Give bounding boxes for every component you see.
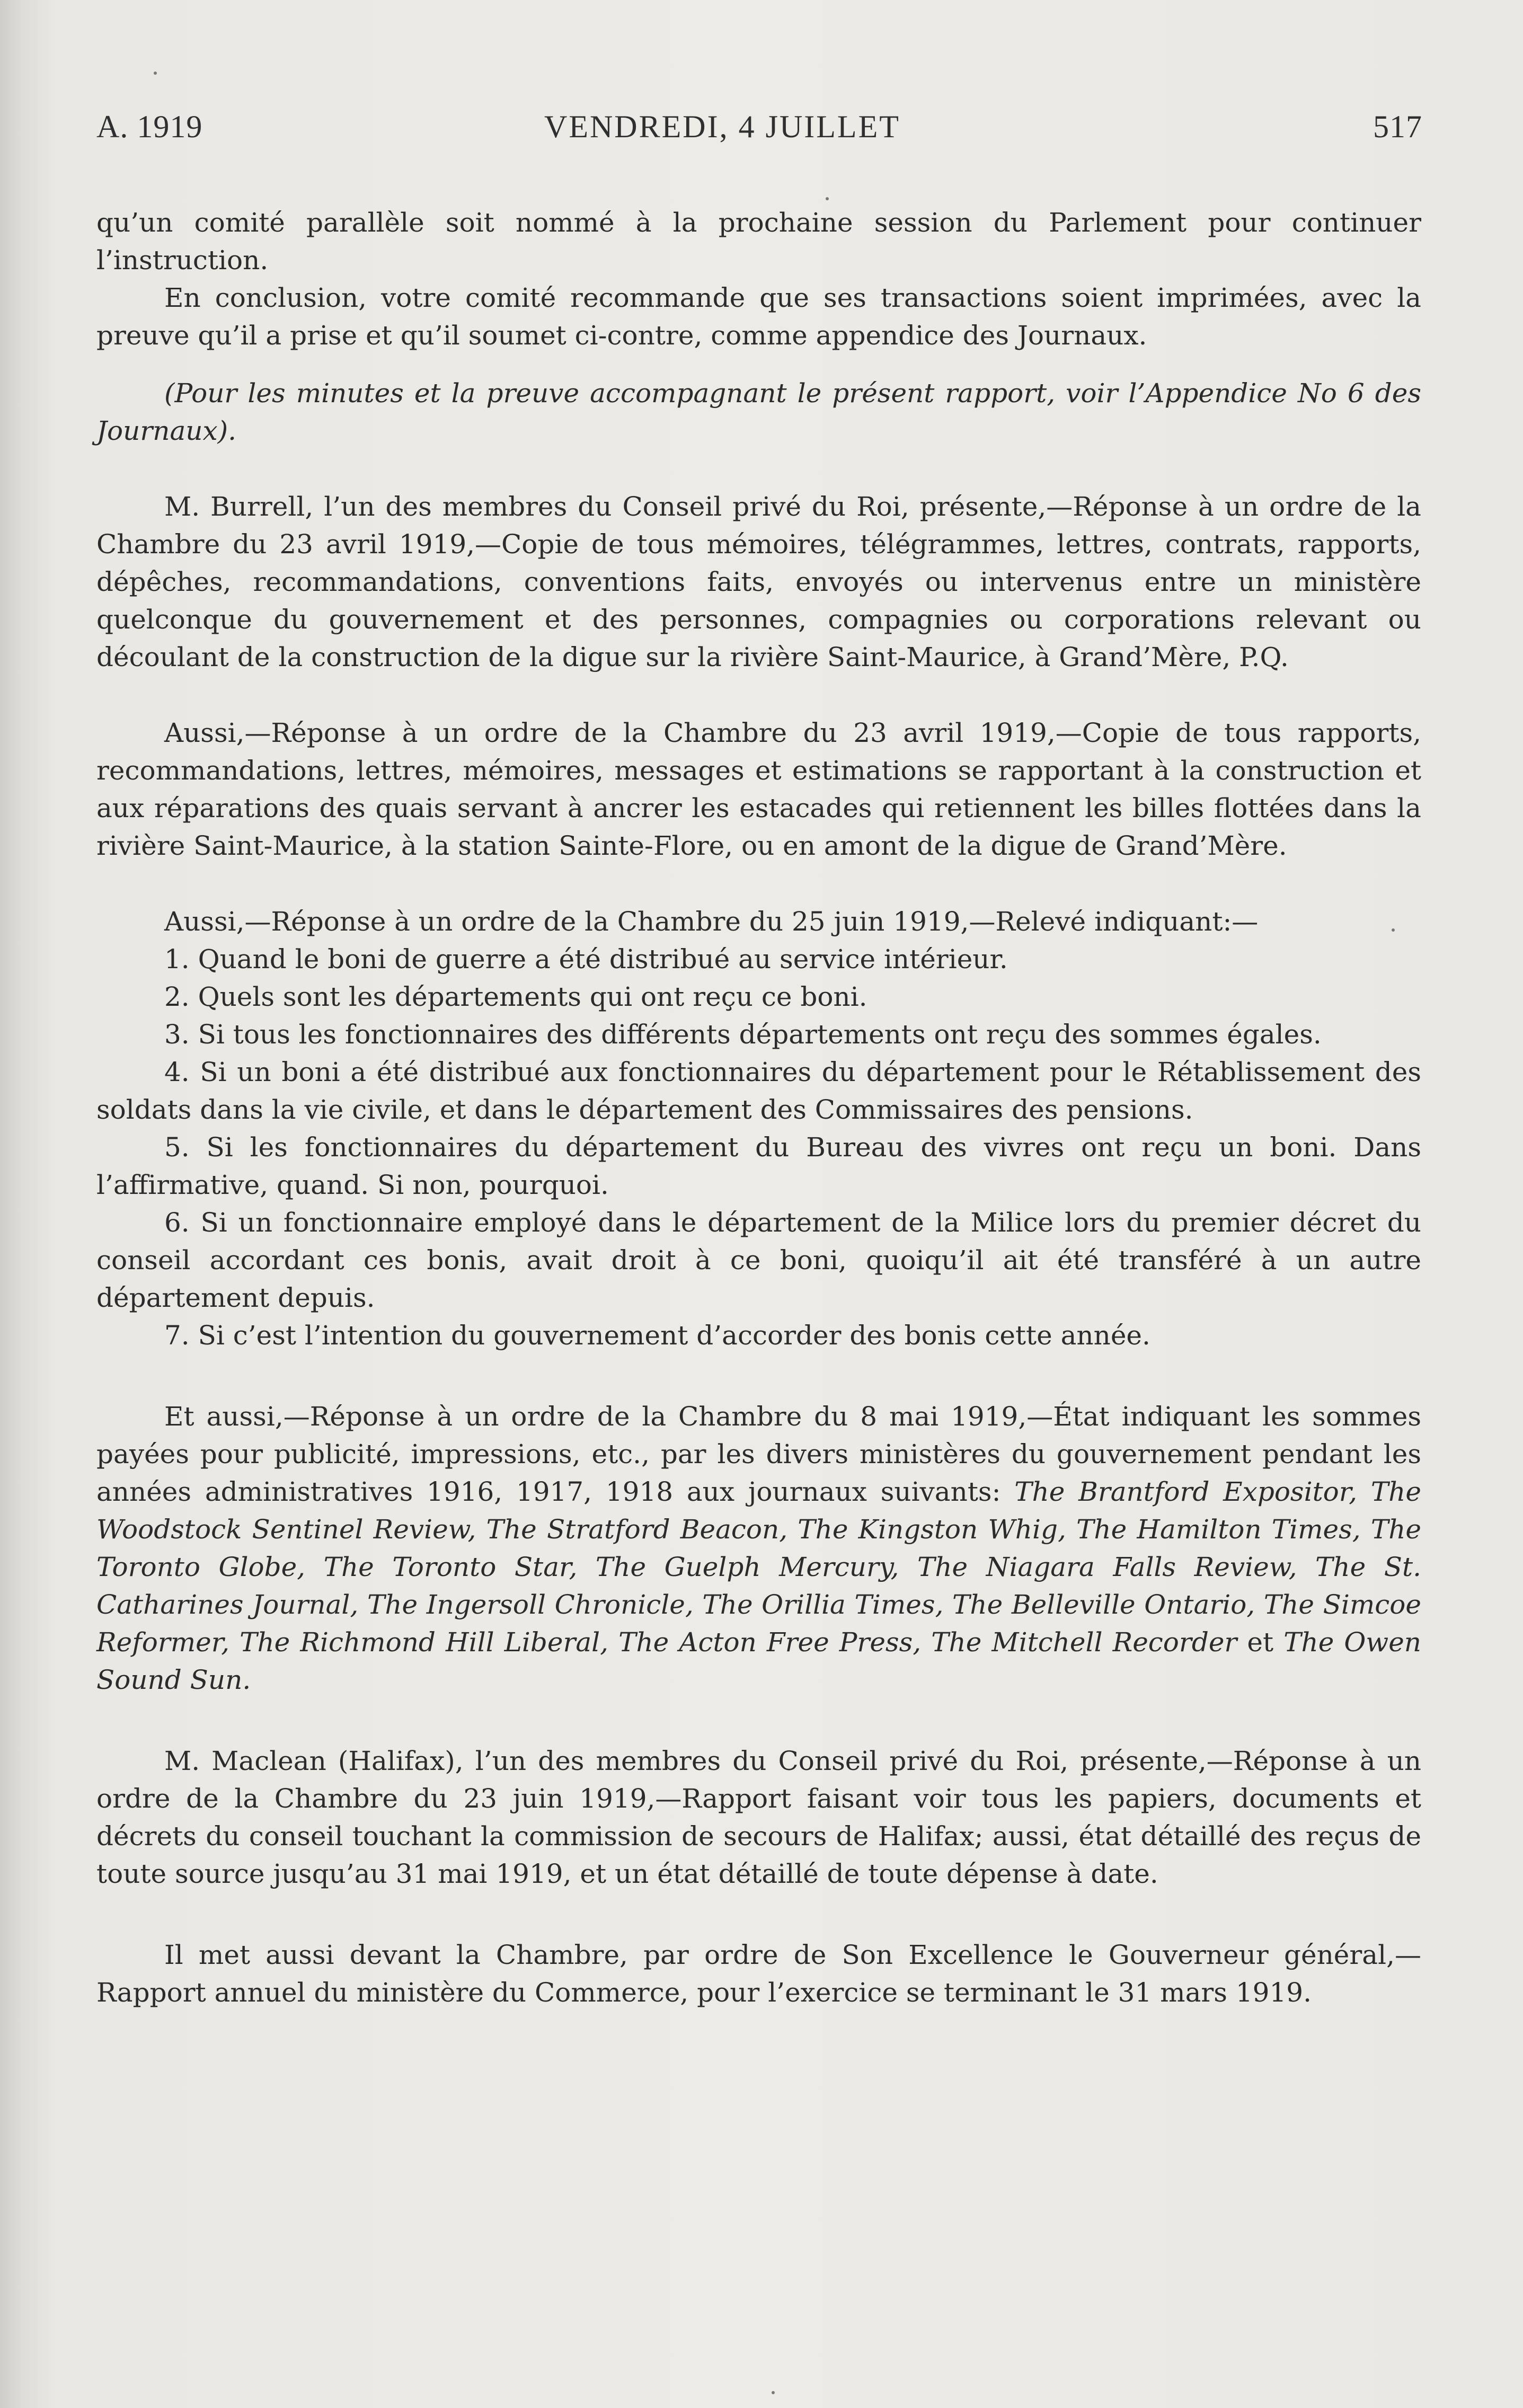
paragraph-aussi-quais: Aussi,—Réponse à un ordre de la Chambre du 23 avril 1919,—Copie de tous rapports, recommandations, lettres, mémoires, messages et estimations se rapportant à la construction et aux réparations des quais servant à ancrer les estacades qui retiennent les billes flottées dans la rivière Saint-Maurice, à la station Sainte-Flore, ou en amont de la digue de Grand’Mère. bbox=[96, 718, 1421, 861]
list-item: 7. Si c’est l’intention du gouvernement d’accorder des bonis cette année. bbox=[164, 1320, 1150, 1351]
paragraph-burrell: M. Burrell, l’un des membres du Conseil privé du Roi, présente,—Réponse à un ordre de la Chambre du 23 avril 1919,—Copie de tous mémoires, télégrammes, lettres, contrats, rapports, dépêches, recommandations, conventions faits, envoyés ou intervenus entre un ministère quelconque du gouvernement et des personnes, compagnies ou corporations relevant ou découlant de la construction de la digue sur la rivière Saint-Maurice, à Grand’Mère, P.Q. bbox=[96, 491, 1421, 672]
list-item: 6. Si un fonctionnaire employé dans le département de la Milice lors du premier décret du conseil accordant ces bonis, avait droit à ce boni, quoiqu’il ait été transféré à un autre département depuis. bbox=[96, 1207, 1421, 1313]
journaux-et: et bbox=[1247, 1627, 1274, 1658]
list-item: 2. Quels sont les départements qui ont reçu ce boni. bbox=[164, 981, 867, 1012]
paragraph-conclusion: En conclusion, votre comité recommande que ses transactions soient imprimées, avec la preuve qu’il a prise et qu’il soumet ci-contre, comme appendice des Journaux. bbox=[96, 282, 1421, 351]
document-body bbox=[96, 204, 1421, 2012]
list-item: 5. Si les fonctionnaires du département du Bureau des vivres ont reçu un boni. Dans l’affirmative, quand. Si non, pourquoi. bbox=[96, 1132, 1421, 1200]
list-item: 4. Si un boni a été distribué aux fonctionnaires du département pour le Rétablissement des soldats dans la vie civile, et dans le département des Commissaires des pensions. bbox=[96, 1057, 1421, 1125]
scan-speck bbox=[826, 197, 829, 200]
journaux-last: The Owen Sound Sun. bbox=[96, 1627, 1421, 1695]
scan-speck bbox=[1392, 928, 1395, 932]
list-item: 3. Si tous les fonctionnaires des différents départements ont reçu des sommes égales. bbox=[164, 1019, 1322, 1050]
page-number: 517 bbox=[1373, 109, 1422, 144]
journaux-intro: Et aussi,—Réponse à un ordre de la Chambre du 8 mai 1919,—État indiquant les sommes payées pour publicité, impressions, etc., par les divers ministères du gouvernement pendant les années administratives 1916, 1917, 1918 aux journaux suivants: bbox=[96, 1401, 1421, 1507]
paragraph-appendix-note: (Pour les minutes et la preuve accompagnant le présent rapport, voir l’Appendice No 6 des Journaux). bbox=[96, 378, 1421, 446]
list-item: 1. Quand le boni de guerre a été distribué au service intérieur. bbox=[164, 944, 1008, 975]
page-header bbox=[96, 109, 1422, 151]
paragraph-commerce-report: Il met aussi devant la Chambre, par ordre de Son Excellence le Gouverneur général,—Rapport annuel du ministère du Commerce, pour l’exercice se terminant le 31 mars 1919. bbox=[96, 1940, 1421, 2008]
scan-speck bbox=[154, 72, 157, 75]
paragraph-journaux bbox=[96, 1398, 1421, 1699]
journaux-list: The Brantford Expositor, The Woodstock Sentinel Review, The Stratford Beacon, The Kingston Whig, The Hamilton Times, The Toronto Globe, The Toronto Star, The Guelph Mercury, The Niagara Falls Review, The St. Catharines Journal, The Ingersoll Chronicle, The Orillia Times, The Belleville Ontario, The Simcoe Reformer, The Richmond Hill Liberal, The Acton Free Press, The Mitchell Recorder bbox=[96, 1476, 1421, 1658]
header-date: VENDREDI, 4 JUILLET bbox=[544, 109, 900, 144]
paragraph-aussi-boni: Aussi,—Réponse à un ordre de la Chambre du 25 juin 1919,—Relevé indiquant:— bbox=[164, 906, 1259, 937]
paragraph-maclean: M. Maclean (Halifax), l’un des membres du Conseil privé du Roi, présente,—Réponse à un ordre de la Chambre du 23 juin 1919,—Rapport faisant voir tous les papiers, documents et décrets du conseil touchant la commission de secours de Halifax; aussi, état détaillé des reçus de toute source jusqu’au 31 mai 1919, et un état détaillé de toute dépense à date. bbox=[96, 1746, 1421, 1889]
paragraph-continuation: qu’un comité parallèle soit nommé à la prochaine session du Parlement pour continuer l’instruction. bbox=[96, 207, 1421, 276]
header-session-year: A. 1919 bbox=[96, 109, 203, 144]
scan-speck bbox=[772, 2391, 775, 2394]
